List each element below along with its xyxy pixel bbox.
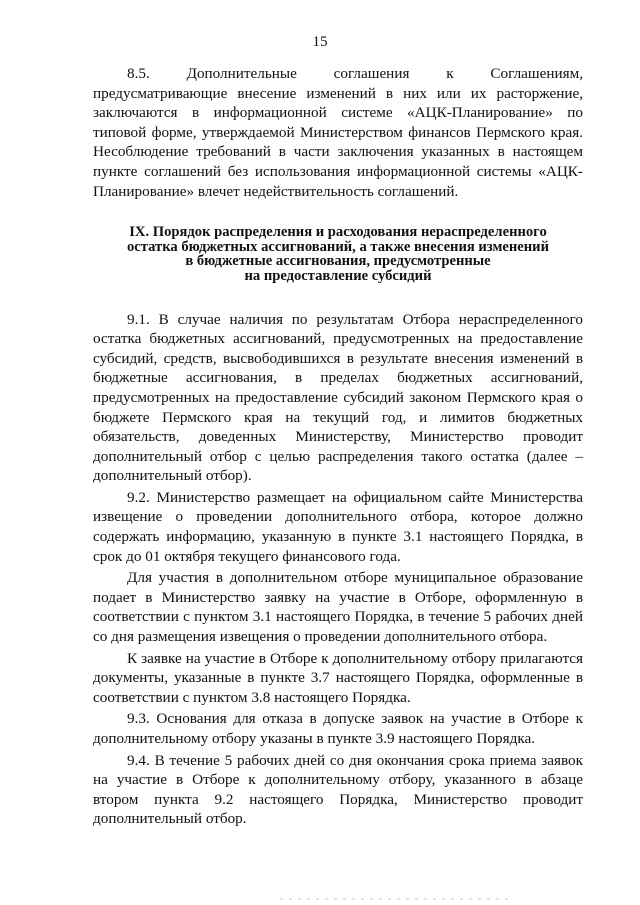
paragraph-9-1: 9.1. В случае наличия по результатам Отбора нераспределенного остатка бюджетных ассигнований, предусмотренных на предоставление субсидий, средств, высвободившихся в результате внесения изменений в бюджетные ассигнования, в пределах бюджетных ассигнований, предусмотренных на предоставление субсидий законом Пермского края о бюджете Пермского края на текущий год, и лимитов бюджетных обязательств, доведенных Министерству, Министерство проводит дополнительный отбор с целью распределения такого остатка (далее – дополнительный отбор). <box>93 310 583 485</box>
paragraph-9-2-attachments: К заявке на участие в Отборе к дополнительному отбору прилагаются документы, указанные в пункте 3.7 настоящего Порядка, оформленные в соответствии с пунктом 3.8 настоящего Порядка. <box>93 649 583 706</box>
section-heading-line-2: остатка бюджетных ассигнований, а также внесения изменений <box>127 238 549 255</box>
section-heading-line-1: IX. Порядок распределения и расходования нераспределенного <box>129 224 547 241</box>
paragraph-9-4: 9.4. В течение 5 рабочих дней со дня окончания срока приема заявок на участие в Отборе к дополнительному отбору, указанного в абзаце втором пункта 9.2 настоящего Порядка, Министерство проводит дополнительный отбор. <box>93 751 583 828</box>
paragraph-9-3: 9.3. Основания для отказа в допуске заявок на участие в Отборе к дополнительному отбору указаны в пункте 3.9 настоящего Порядка. <box>93 710 583 747</box>
document-body <box>93 64 583 829</box>
section-heading-ix <box>93 225 583 283</box>
paragraph-8-5: 8.5. Дополнительные соглашения к Соглашениям, предусматривающие внесение изменений в них или их расторжение, заключаются в информационной системе «АЦК-Планирование» по типовой форме, утверждаемой Министерством финансов Пермского края. Несоблюдение требований в части заключения указанных в настоящем пункте соглашений без использования информационной системы «АЦК-Планирование» влечет недействительность соглашений. <box>93 65 583 200</box>
page-number: 15 <box>312 34 328 50</box>
scan-artifact <box>280 898 510 900</box>
section-heading-line-3: в бюджетные ассигнования, предусмотренные <box>185 253 491 270</box>
paragraph-9-2-participation: Для участия в дополнительном отборе муниципальное образование подает в Министерство заявку на участие в Отборе, оформленную в соответствии с пунктом 3.1 настоящего Порядка, в течение 5 рабочих дней со дня размещения извещения о проведении дополнительного отбора. <box>93 569 583 646</box>
section-heading-line-4: на предоставление субсидий <box>244 267 432 284</box>
paragraph-9-2: 9.2. Министерство размещает на официальном сайте Министерства извещение о проведении дополнительного отбора, которое должно содержать информацию, указанную в пункте 3.1 настоящего Порядка, в срок до 01 октября текущего финансового года. <box>93 488 583 565</box>
